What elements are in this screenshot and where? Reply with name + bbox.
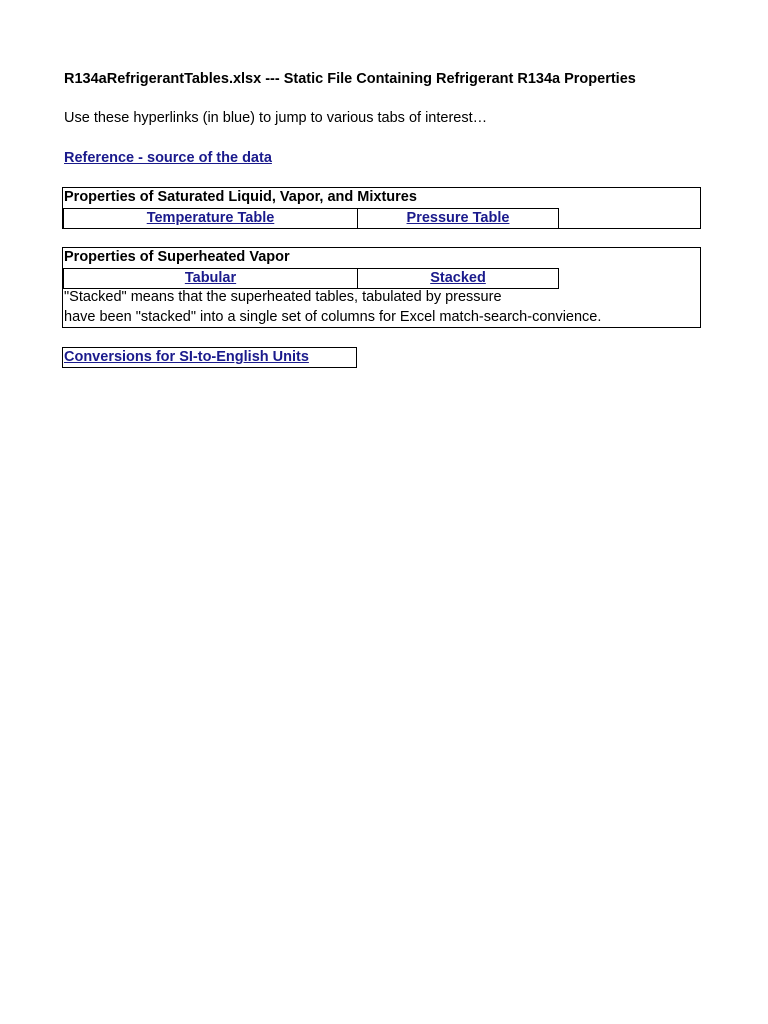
- intro-text: Use these hyperlinks (in blue) to jump to various tabs of interest…: [64, 110, 488, 126]
- pressure-table-cell: [357, 208, 559, 229]
- temperature-table-link[interactable]: Temperature Table: [146, 210, 275, 226]
- reference-link[interactable]: Reference - source of the data: [64, 150, 272, 166]
- saturated-properties-heading: Properties of Saturated Liquid, Vapor, and Mixtures: [64, 189, 417, 205]
- document-title: R134aRefrigerantTables.xlsx --- Static File Containing Refrigerant R134a Properties: [64, 71, 636, 87]
- superheated-properties-box: [62, 247, 701, 328]
- temperature-table-cell: [63, 208, 358, 229]
- conversions-link[interactable]: Conversions for SI-to-English Units: [64, 349, 309, 365]
- pressure-table-link[interactable]: Pressure Table: [406, 210, 510, 226]
- tabular-cell: [63, 268, 358, 289]
- stacked-cell: [357, 268, 559, 289]
- tabular-link[interactable]: Tabular: [184, 270, 237, 286]
- conversions-box: [62, 347, 357, 368]
- stacked-note-line-2: have been "stacked" into a single set of columns for Excel match-search-convience.: [64, 309, 602, 325]
- stacked-note-line-1: "Stacked" means that the superheated tables, tabulated by pressure: [64, 289, 502, 305]
- stacked-link[interactable]: Stacked: [430, 270, 486, 286]
- saturated-properties-box: [62, 187, 701, 229]
- superheated-properties-heading: Properties of Superheated Vapor: [64, 249, 290, 265]
